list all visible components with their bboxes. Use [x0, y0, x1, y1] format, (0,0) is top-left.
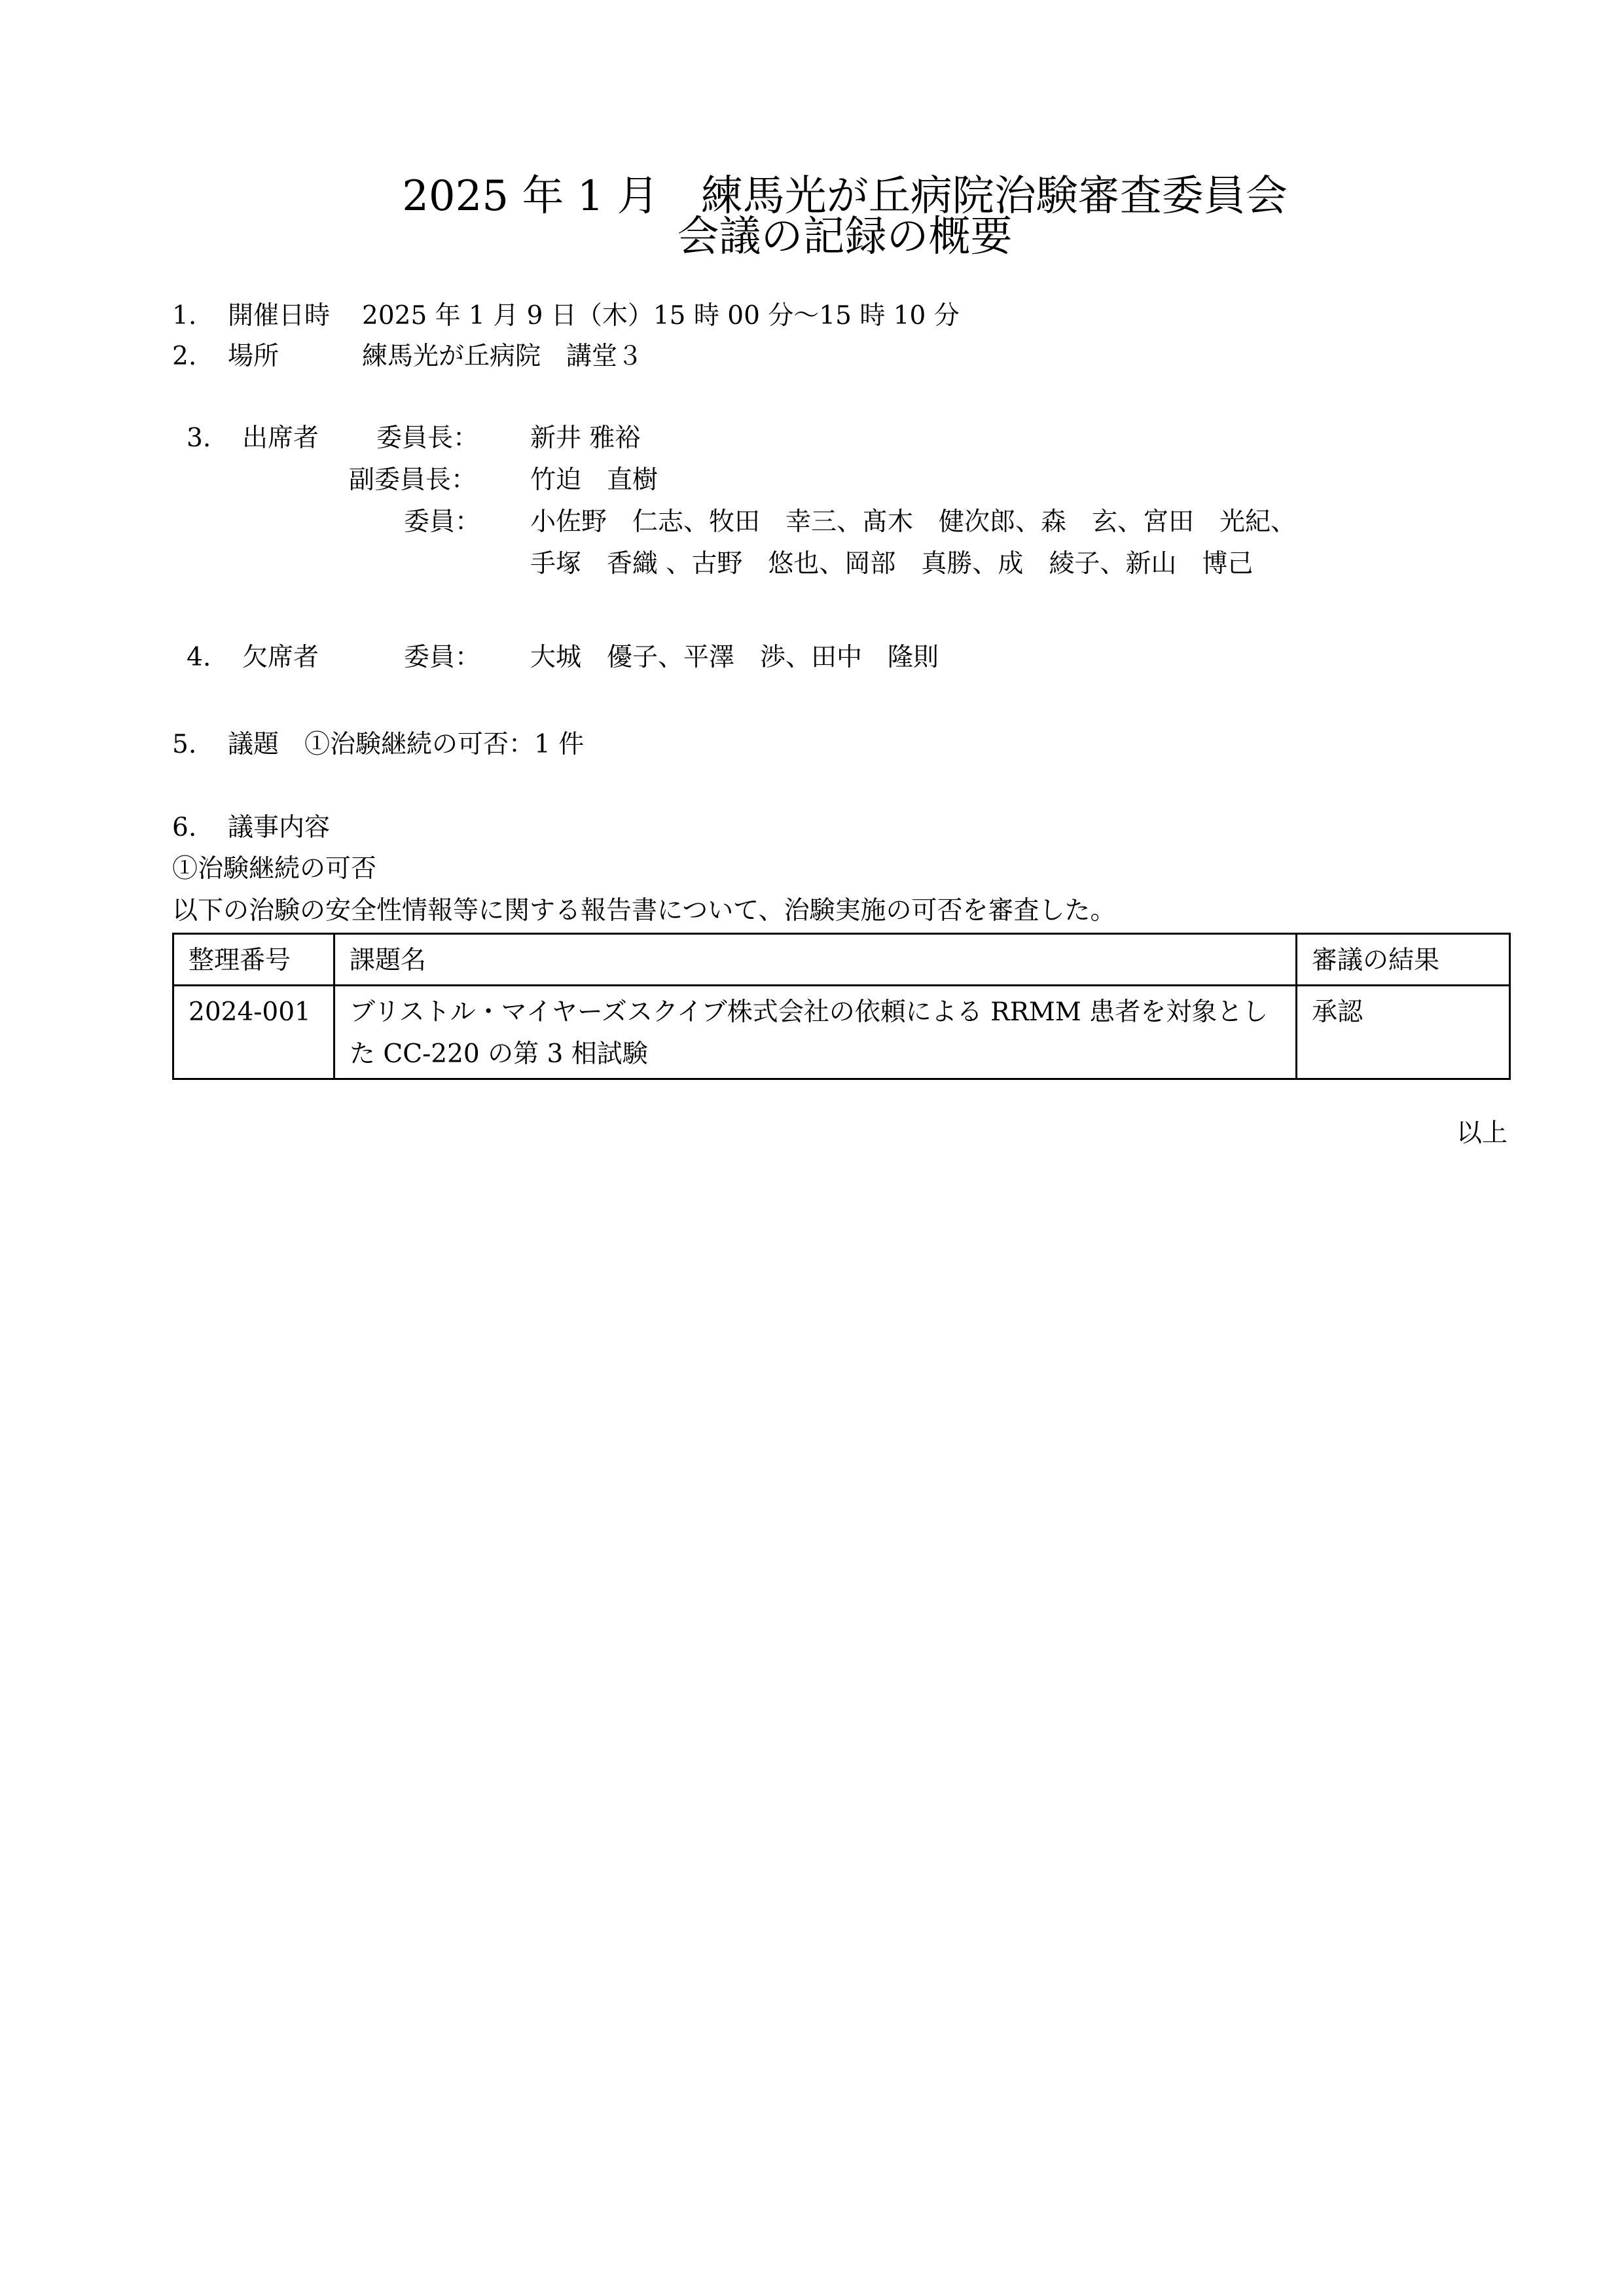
item1-number: 1. [172, 301, 197, 331]
cell-subject [334, 986, 1297, 1079]
cell-result: 承認 [1297, 986, 1510, 1079]
closing-text: 以上 [1456, 1119, 1508, 1148]
item2-number: 2. [172, 342, 197, 371]
members-role: 委員： [404, 507, 481, 537]
header-result: 審議の結果 [1297, 934, 1510, 986]
table-header-row [173, 934, 1510, 986]
document-title-line1: 2025 年 1 月 練馬光が丘病院治験審査委員会 [402, 172, 1288, 221]
chair-name: 新井 雅裕 [530, 423, 641, 453]
item4-label: 欠席者 [242, 643, 319, 672]
vice-chair-role: 副委員長： [349, 465, 477, 495]
item6-label: 議事内容 [228, 813, 331, 842]
item5-label: 議題 [228, 730, 280, 759]
absent-names: 大城 優子、平澤 渉、田中 隆則 [530, 643, 939, 672]
cell-subject-line2: た CC-220 の第 3 相試験 [350, 1039, 648, 1069]
item6-number: 6. [172, 813, 197, 842]
item5-value: ①治験継続の可否：1 件 [304, 730, 585, 759]
item6-sub-heading: ①治験継続の可否 [172, 854, 377, 884]
cell-id: 2024-001 [173, 986, 334, 1079]
members-line1: 小佐野 仁志、牧田 幸三、髙木 健次郎、森 玄、宮田 光紀、 [530, 507, 1297, 537]
cell-subject-line1: ブリストル・マイヤーズスクイブ株式会社の依頼による RRMM 患者を対象とし [350, 997, 1269, 1027]
item4-number: 4. [187, 643, 211, 672]
chair-role: 委員長： [376, 423, 479, 453]
header-subject: 課題名 [334, 934, 1297, 986]
item2-label: 場所 [228, 342, 280, 371]
item2-value: 練馬光が丘病院 講堂３ [362, 342, 643, 371]
item5-number: 5. [172, 730, 197, 759]
item1-label: 開催日時 [228, 301, 331, 331]
review-result-table [172, 933, 1511, 1080]
table-row [173, 986, 1510, 1079]
item1-value: 2025 年 1 月 9 日（木）15 時 00 分～15 時 10 分 [362, 301, 960, 331]
item6-description: 以下の治験の安全性情報等に関する報告書について、治験実施の可否を審査した。 [172, 896, 1116, 925]
members-line2: 手塚 香織 、古野 悠也、岡部 真勝、成 綾子、新山 博己 [530, 549, 1254, 579]
absent-role: 委員： [404, 643, 481, 672]
vice-chair-name: 竹迫 直樹 [530, 465, 659, 495]
item3-label: 出席者 [242, 423, 319, 453]
header-id: 整理番号 [173, 934, 334, 986]
item3-number: 3. [187, 423, 211, 453]
document-title-line2: 会議の記録の概要 [677, 213, 1013, 261]
